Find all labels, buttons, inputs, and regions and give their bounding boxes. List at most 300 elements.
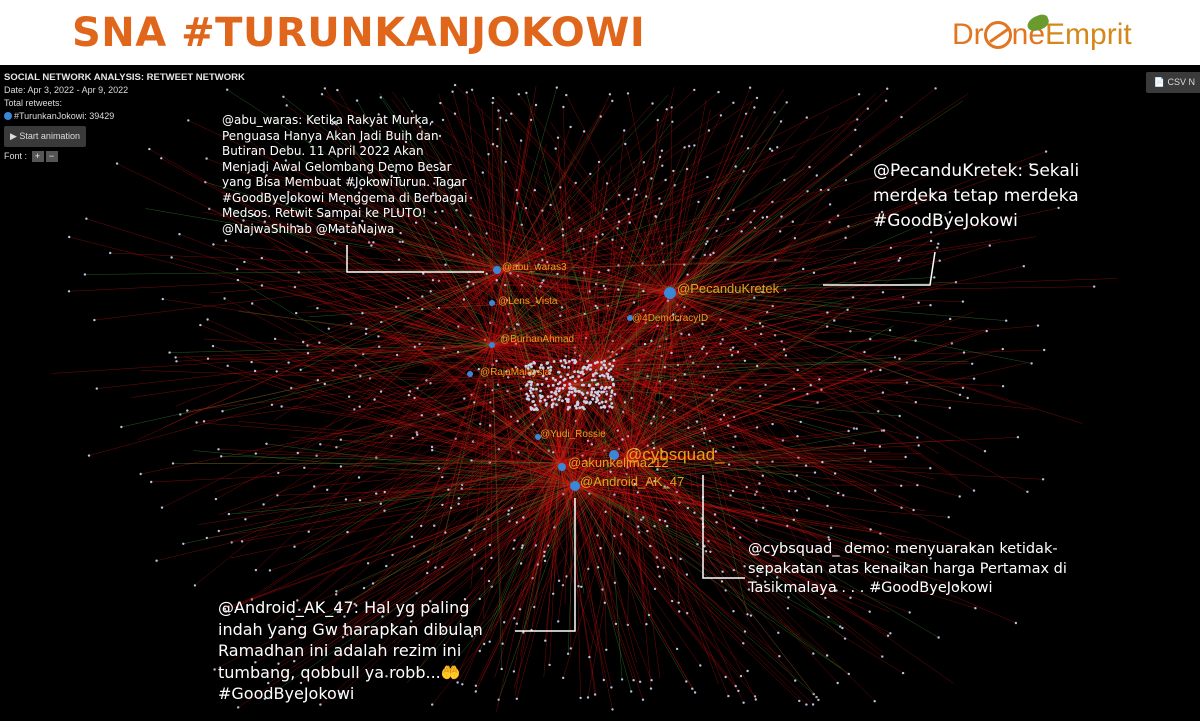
network-node bbox=[973, 378, 975, 380]
network-node bbox=[562, 677, 564, 679]
network-node bbox=[597, 566, 599, 568]
annotation-cybsquad: @cybsquad_ demo: menyuarakan ketidak-sepakatan atas kenaikan harga Pertamax di Tasikmalaya . . . #GoodByeJokowi bbox=[748, 541, 1067, 596]
network-node bbox=[756, 426, 758, 428]
network-node bbox=[551, 399, 554, 402]
network-node bbox=[277, 472, 279, 474]
node-label-abu-waras[interactable]: @abu_waras3 bbox=[502, 262, 567, 273]
network-node bbox=[837, 215, 839, 217]
network-node bbox=[1002, 348, 1004, 350]
network-node bbox=[175, 360, 177, 362]
network-node bbox=[521, 547, 523, 549]
node-label-4democracyid[interactable]: @4DemocracyID bbox=[632, 313, 709, 324]
network-node bbox=[937, 243, 939, 245]
node-label-android-ak-47[interactable]: @Android_AK_47 bbox=[580, 474, 685, 489]
network-node bbox=[380, 96, 382, 98]
network-node bbox=[712, 400, 714, 402]
network-node bbox=[898, 259, 900, 261]
node-label-akunkelima212[interactable]: @akunkelima212 bbox=[568, 455, 669, 470]
node-label-pecandukretek[interactable]: @PecanduKretek bbox=[677, 281, 780, 296]
network-node bbox=[742, 642, 744, 644]
network-node bbox=[429, 382, 431, 384]
network-node bbox=[611, 365, 614, 368]
network-node bbox=[829, 203, 831, 205]
network-node bbox=[236, 268, 238, 270]
date-row bbox=[4, 84, 245, 97]
network-node bbox=[1045, 150, 1047, 152]
network-node bbox=[661, 165, 663, 167]
network-node bbox=[274, 338, 276, 340]
network-node bbox=[534, 404, 537, 407]
network-node bbox=[788, 490, 790, 492]
network-node bbox=[776, 146, 778, 148]
node-label-cybsquad[interactable]: @cybsquad_ bbox=[625, 445, 725, 464]
network-node bbox=[578, 390, 581, 393]
network-node bbox=[936, 246, 938, 248]
node-label-lens-vista[interactable]: @Lens_Vista bbox=[498, 296, 558, 307]
network-node bbox=[543, 551, 545, 553]
network-node bbox=[348, 396, 350, 398]
network-node bbox=[792, 221, 794, 223]
network-node bbox=[569, 376, 572, 379]
info-panel bbox=[4, 71, 245, 163]
network-edge bbox=[132, 345, 492, 398]
network-node bbox=[595, 401, 598, 404]
network-node bbox=[948, 516, 950, 518]
network-node bbox=[826, 311, 828, 313]
network-node bbox=[837, 492, 839, 494]
network-node bbox=[771, 423, 773, 425]
network-node bbox=[746, 670, 748, 672]
network-node bbox=[810, 384, 812, 386]
network-node bbox=[621, 678, 623, 680]
network-edge bbox=[600, 180, 846, 365]
network-node bbox=[547, 395, 550, 398]
network-node bbox=[567, 394, 570, 397]
network-node bbox=[650, 177, 652, 179]
network-node bbox=[194, 584, 196, 586]
network-node bbox=[269, 569, 271, 571]
network-node bbox=[623, 129, 625, 131]
network-node bbox=[641, 262, 643, 264]
network-node bbox=[971, 363, 973, 365]
network-node bbox=[497, 109, 499, 111]
network-node bbox=[794, 490, 796, 492]
network-node bbox=[904, 456, 906, 458]
network-node bbox=[834, 472, 836, 474]
network-node bbox=[650, 422, 652, 424]
network-node bbox=[433, 525, 435, 527]
network-node bbox=[780, 215, 782, 217]
network-node bbox=[766, 216, 768, 218]
network-edge bbox=[401, 233, 505, 270]
network-node bbox=[302, 341, 304, 343]
network-node bbox=[474, 554, 476, 556]
network-node bbox=[556, 86, 558, 88]
network-node bbox=[676, 648, 678, 650]
network-node bbox=[577, 370, 580, 373]
network-node bbox=[816, 174, 818, 176]
network-node bbox=[821, 461, 823, 463]
network-node bbox=[286, 104, 288, 106]
network-node bbox=[800, 421, 802, 423]
network-node bbox=[579, 230, 581, 232]
network-node bbox=[885, 100, 887, 102]
network-node bbox=[241, 540, 243, 542]
network-node bbox=[586, 360, 589, 363]
network-node bbox=[293, 546, 295, 548]
network-node bbox=[356, 99, 358, 101]
network-node bbox=[591, 379, 594, 382]
network-node bbox=[619, 552, 621, 554]
network-node bbox=[553, 360, 556, 363]
node-label-burhanahmad[interactable]: @BurhanAhmad bbox=[500, 334, 575, 345]
network-node bbox=[472, 253, 474, 255]
network-node bbox=[568, 217, 570, 219]
network-node bbox=[282, 96, 284, 98]
network-node bbox=[708, 129, 710, 131]
network-node bbox=[482, 171, 484, 173]
csv-export-button[interactable]: 📄 CSV N bbox=[1146, 72, 1200, 93]
network-node bbox=[434, 566, 436, 568]
network-node bbox=[588, 384, 591, 387]
network-node bbox=[869, 338, 871, 340]
network-node bbox=[593, 394, 596, 397]
network-node bbox=[298, 271, 300, 273]
network-node bbox=[516, 323, 518, 325]
network-node bbox=[858, 93, 860, 95]
network-node bbox=[88, 454, 90, 456]
network-node bbox=[600, 368, 603, 371]
network-node bbox=[243, 261, 245, 263]
network-node bbox=[492, 102, 494, 104]
network-node bbox=[899, 257, 901, 259]
network-node bbox=[600, 387, 603, 390]
network-node bbox=[794, 679, 796, 681]
network-node bbox=[802, 268, 804, 270]
network-node bbox=[581, 392, 584, 395]
network-node bbox=[764, 384, 766, 386]
total-label: Total retweets: bbox=[4, 98, 63, 108]
network-node bbox=[740, 230, 742, 232]
network-node bbox=[601, 401, 604, 404]
network-node bbox=[217, 448, 219, 450]
network-node bbox=[552, 377, 555, 380]
network-node bbox=[582, 373, 585, 376]
network-node bbox=[611, 100, 613, 102]
network-node bbox=[608, 363, 611, 366]
network-node bbox=[1005, 320, 1007, 322]
network-node bbox=[856, 428, 858, 430]
network-node bbox=[604, 602, 606, 604]
network-node bbox=[170, 256, 172, 258]
network-canvas[interactable] bbox=[0, 65, 1200, 721]
network-node bbox=[592, 387, 595, 390]
network-node bbox=[607, 373, 610, 376]
network-node bbox=[918, 444, 920, 446]
network-node bbox=[501, 643, 503, 645]
network-node bbox=[887, 635, 889, 637]
network-node bbox=[706, 176, 708, 178]
network-node bbox=[68, 236, 70, 238]
start-animation-button[interactable]: ▶ Start animation bbox=[4, 126, 86, 147]
network-node bbox=[678, 610, 680, 612]
network-node bbox=[516, 202, 518, 204]
network-node bbox=[660, 203, 662, 205]
network-node bbox=[691, 688, 693, 690]
node-label-rajamalaysia[interactable]: @RajaMalaysia bbox=[480, 367, 551, 378]
network-node bbox=[576, 401, 579, 404]
drone-emprit-logo bbox=[952, 18, 1132, 52]
node-label-yudi-rossie[interactable]: @Yudi_Rossie bbox=[540, 429, 606, 440]
network-node bbox=[544, 560, 546, 562]
network-node bbox=[750, 614, 752, 616]
network-node bbox=[468, 281, 470, 283]
network-node bbox=[610, 402, 613, 405]
network-node bbox=[636, 507, 638, 509]
network-node bbox=[488, 580, 490, 582]
font-decrease-button[interactable]: − bbox=[46, 151, 58, 162]
network-node bbox=[380, 390, 382, 392]
legend-row bbox=[4, 110, 245, 123]
network-node bbox=[786, 101, 788, 103]
network-node bbox=[806, 116, 808, 118]
network-node bbox=[812, 652, 814, 654]
network-node bbox=[773, 111, 775, 113]
network-node bbox=[501, 668, 503, 670]
network-node bbox=[882, 291, 884, 293]
network-node bbox=[1015, 622, 1017, 624]
network-node bbox=[401, 241, 403, 243]
network-node bbox=[785, 354, 787, 356]
network-node bbox=[518, 93, 520, 95]
hub-node bbox=[493, 266, 501, 274]
network-node bbox=[566, 373, 569, 376]
network-node bbox=[605, 386, 608, 389]
network-node bbox=[600, 406, 603, 409]
network-node bbox=[605, 208, 607, 210]
network-node bbox=[601, 374, 604, 377]
network-node bbox=[929, 467, 931, 469]
font-increase-button[interactable]: + bbox=[32, 151, 44, 162]
network-node bbox=[643, 161, 645, 163]
network-node bbox=[805, 464, 807, 466]
network-node bbox=[662, 261, 664, 263]
network-node bbox=[610, 376, 613, 379]
network-node bbox=[588, 656, 590, 658]
network-node bbox=[280, 405, 282, 407]
network-node bbox=[508, 509, 510, 511]
network-node bbox=[605, 367, 608, 370]
network-node bbox=[466, 91, 468, 93]
network-node bbox=[594, 391, 597, 394]
network-node bbox=[909, 611, 911, 613]
network-node bbox=[513, 617, 515, 619]
network-node bbox=[596, 307, 598, 309]
network-node bbox=[879, 369, 881, 371]
network-node bbox=[621, 247, 623, 249]
hub-node bbox=[570, 481, 580, 491]
network-node bbox=[547, 385, 550, 388]
network-node bbox=[1043, 349, 1045, 351]
network-node bbox=[557, 137, 559, 139]
network-node bbox=[220, 455, 222, 457]
network-edge bbox=[568, 485, 575, 654]
network-node bbox=[228, 513, 230, 515]
network-node bbox=[262, 503, 264, 505]
network-node bbox=[308, 531, 310, 533]
network-node bbox=[900, 116, 902, 118]
network-node bbox=[650, 679, 652, 681]
network-node bbox=[779, 230, 781, 232]
network-node bbox=[959, 394, 961, 396]
network-node bbox=[346, 531, 348, 533]
network-node bbox=[530, 381, 533, 384]
network-node bbox=[570, 387, 573, 390]
network-node bbox=[723, 414, 725, 416]
network-edge bbox=[670, 293, 985, 451]
network-node bbox=[458, 497, 460, 499]
network-node bbox=[539, 390, 542, 393]
network-node bbox=[567, 653, 569, 655]
network-node bbox=[358, 476, 360, 478]
network-node bbox=[727, 218, 729, 220]
network-node bbox=[335, 590, 337, 592]
network-node bbox=[796, 435, 798, 437]
legend-label: #TurunkanJokowi: bbox=[14, 111, 87, 121]
network-node bbox=[794, 237, 796, 239]
network-node bbox=[611, 406, 614, 409]
network-node bbox=[774, 259, 776, 261]
network-node bbox=[534, 408, 537, 411]
network-node bbox=[609, 398, 612, 401]
network-node bbox=[551, 406, 554, 409]
network-node bbox=[732, 346, 734, 348]
network-node bbox=[732, 610, 734, 612]
network-node bbox=[632, 679, 634, 681]
network-node bbox=[599, 547, 601, 549]
network-node bbox=[678, 602, 680, 604]
panel-heading: SOCIAL NETWORK ANALYSIS: RETWEET NETWORK bbox=[4, 72, 245, 83]
network-node bbox=[326, 489, 328, 491]
network-node bbox=[313, 485, 315, 487]
network-node bbox=[571, 359, 574, 362]
network-node bbox=[604, 406, 607, 409]
network-node bbox=[745, 327, 747, 329]
network-node bbox=[664, 366, 666, 368]
network-node bbox=[161, 506, 163, 508]
network-node bbox=[1026, 491, 1028, 493]
network-node bbox=[520, 139, 522, 141]
network-node bbox=[721, 571, 723, 573]
network-node bbox=[833, 319, 835, 321]
network-node bbox=[186, 409, 188, 411]
network-node bbox=[697, 201, 699, 203]
network-edge bbox=[262, 286, 492, 346]
network-node bbox=[150, 481, 152, 483]
network-node bbox=[373, 398, 375, 400]
network-node bbox=[742, 702, 744, 704]
network-node bbox=[659, 156, 661, 158]
network-node bbox=[451, 91, 453, 93]
network-node bbox=[372, 241, 374, 243]
network-node bbox=[756, 97, 758, 99]
network-node bbox=[586, 368, 589, 371]
network-node bbox=[869, 611, 871, 613]
network-node bbox=[541, 383, 544, 386]
network-node bbox=[540, 364, 543, 367]
network-node bbox=[934, 87, 936, 89]
network-node bbox=[316, 307, 318, 309]
network-node bbox=[777, 632, 779, 634]
network-node bbox=[634, 188, 636, 190]
network-node bbox=[416, 434, 418, 436]
network-node bbox=[591, 443, 593, 445]
network-node bbox=[324, 87, 326, 89]
network-node bbox=[735, 165, 737, 167]
network-node bbox=[842, 494, 844, 496]
network-node bbox=[679, 558, 681, 560]
network-node bbox=[550, 395, 553, 398]
logo-middle: ne bbox=[1011, 18, 1046, 51]
network-node bbox=[223, 297, 225, 299]
network-node bbox=[561, 399, 564, 402]
network-node bbox=[334, 242, 336, 244]
network-node bbox=[817, 699, 819, 701]
network-node bbox=[559, 375, 562, 378]
network-node bbox=[645, 623, 647, 625]
network-node bbox=[595, 396, 598, 399]
network-node bbox=[561, 364, 564, 367]
network-edge bbox=[497, 146, 505, 270]
network-node bbox=[889, 329, 891, 331]
network-node bbox=[737, 690, 739, 692]
network-node bbox=[637, 491, 639, 493]
network-node bbox=[530, 392, 533, 395]
network-node bbox=[250, 361, 252, 363]
network-node bbox=[578, 406, 581, 409]
network-node bbox=[693, 144, 695, 146]
network-node bbox=[600, 391, 603, 394]
network-node bbox=[251, 302, 253, 304]
network-node bbox=[562, 387, 565, 390]
network-node bbox=[830, 527, 832, 529]
network-node bbox=[615, 623, 617, 625]
network-node bbox=[649, 545, 651, 547]
network-node bbox=[949, 407, 951, 409]
network-node bbox=[732, 102, 734, 104]
network-node bbox=[618, 221, 620, 223]
network-node bbox=[560, 360, 563, 363]
network-node bbox=[778, 655, 780, 657]
no-drone-icon bbox=[984, 21, 1012, 49]
network-node bbox=[454, 84, 456, 86]
network-node bbox=[717, 91, 719, 93]
network-node bbox=[408, 394, 410, 396]
network-node bbox=[814, 471, 816, 473]
network-node bbox=[212, 345, 214, 347]
network-node bbox=[254, 370, 256, 372]
network-node bbox=[335, 593, 337, 595]
network-node bbox=[798, 700, 800, 702]
network-node bbox=[974, 607, 976, 609]
network-node bbox=[557, 371, 560, 374]
annotation-abu-waras: @abu_waras: Ketika Rakyat Murka, Penguasa Hanya Akan Jadi Buih dan Butiran Debu. 11 April 2022 Akan Menjadi Awal Gelombang Demo Besar yang Bisa Membuat #JokowiTurun. Tagar #GoodByeJokowi Menggema di Berbagai Medsos. Retwit Sampai ke PLUTO! @NajwaShihab @MataNajwa bbox=[222, 113, 468, 236]
network-node bbox=[483, 528, 485, 530]
network-node bbox=[654, 588, 656, 590]
network-node bbox=[989, 244, 991, 246]
network-node bbox=[805, 703, 807, 705]
network-node bbox=[556, 387, 559, 390]
